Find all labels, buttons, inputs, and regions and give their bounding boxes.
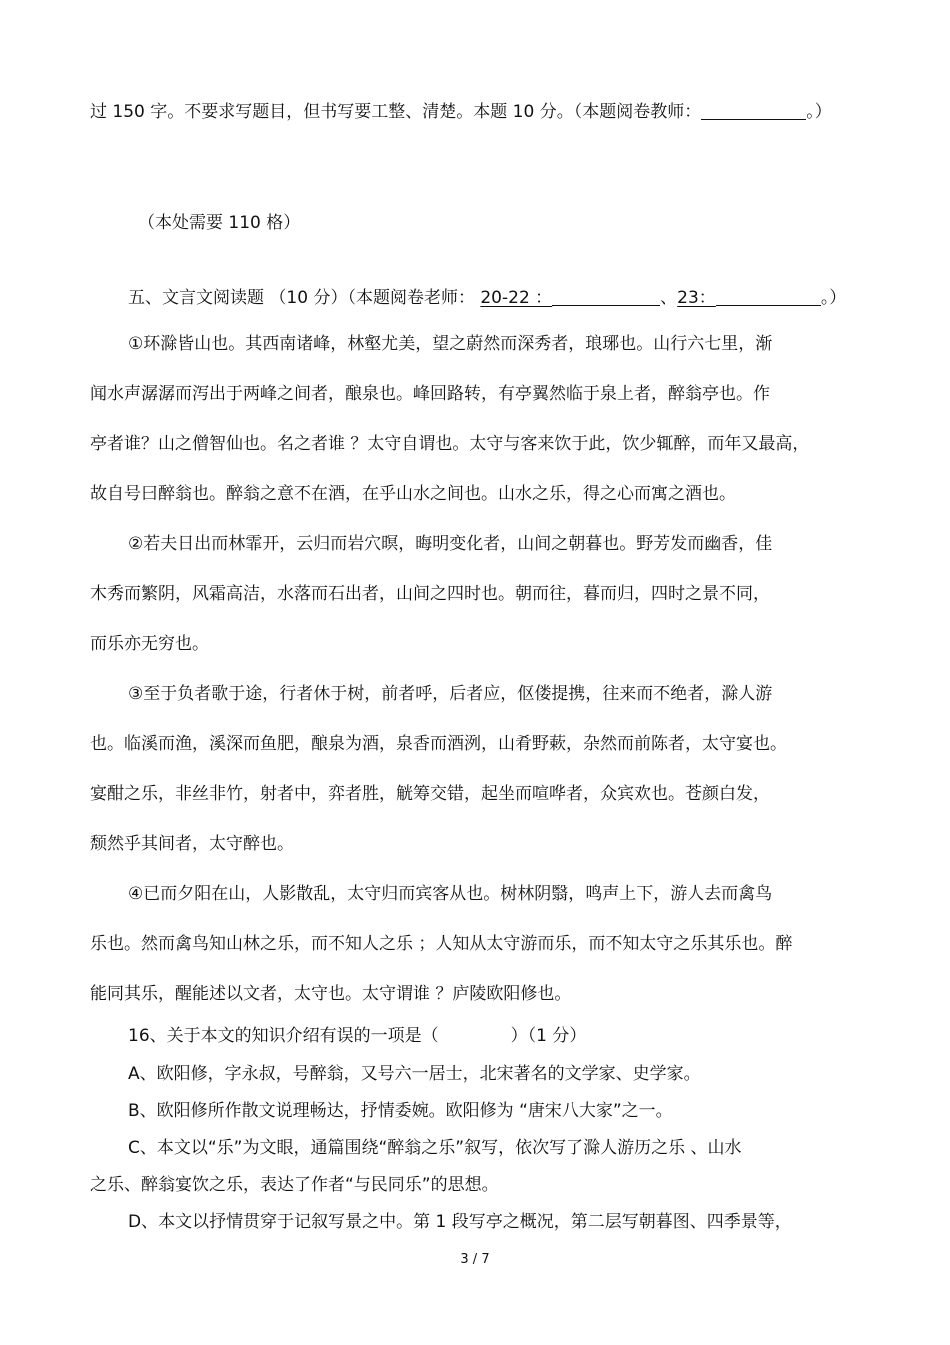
intro-end: 。） <box>806 102 832 122</box>
passage-p4-line-2: 乐也。然而禽鸟知山林之乐，而不知人之乐 ；人知从太守游而乐，而不知太守之乐其乐也。醉 <box>90 934 793 954</box>
section-5-end: 。） <box>820 288 847 308</box>
question-16-text: 16、关于本文的知识介绍有误的一项是（ <box>128 1026 439 1046</box>
grader-blank-23[interactable] <box>716 287 821 306</box>
passage-p1-line-1: ①环滁皆山也。其西南诸峰，林壑尤美，望之蔚然而深秀者，琅琊也。山行六七里，渐 <box>128 334 773 354</box>
passage-p3-line-2: 也。临溪而渔，溪深而鱼肥，酿泉为酒，泉香而酒洌，山肴野蔌，杂然而前陈者，太守宴也。 <box>90 734 787 754</box>
option-c-line-2: 之乐、醉翁宴饮之乐，表达了作者“与民同乐”的思想。 <box>90 1175 499 1195</box>
intro-text: 过 150 字。不要求写题目，但书写要工整、清楚。本题 10 分。（本题阅卷教师： <box>90 102 702 122</box>
range-separator: 、 <box>660 288 678 308</box>
range-20-22: 20-22 ： <box>480 288 553 308</box>
question-16-score: ）（1 分） <box>510 1026 587 1046</box>
passage-p4-line-3: 能同其乐，醒能述以文者，太守也。太守谓谁 ？庐陵欧阳修也。 <box>90 984 572 1004</box>
question-16-stem <box>128 1024 586 1048</box>
range-23: 23： <box>677 288 716 308</box>
passage-p1-line-3: 亭者谁？山之僧智仙也。名之者谁 ？太守自谓也。太守与客来饮于此，饮少辄醉，而年又最高， <box>90 434 810 454</box>
passage-p3-line-4: 颓然乎其间者，太守醉也。 <box>90 834 294 854</box>
passage-p3-line-3: 宴酣之乐，非丝非竹，射者中，弈者胜，觥筹交错，起坐而喧哗者，众宾欢也。苍颜白发， <box>90 784 770 804</box>
section-5-title: 五、文言文阅读题 （10 分）（本题阅卷老师： <box>128 288 475 308</box>
option-d: D、本文以抒情贯穿于记叙写景之中。第 1 段写亭之概况，第二层写朝暮图、四季景等， <box>128 1212 792 1232</box>
section-5-heading <box>128 286 846 310</box>
passage-p1-line-4: 故自号曰醉翁也。醉翁之意不在酒，在乎山水之间也。山水之乐，得之心而寓之酒也。 <box>90 484 736 504</box>
passage-p2-line-1: ②若夫日出而林霏开，云归而岩穴暝，晦明变化者，山间之朝暮也。野芳发而幽香，佳 <box>128 534 773 554</box>
option-b: B、欧阳修所作散文说理畅达，抒情委婉。欧阳修为 “唐宋八大家”之一。 <box>128 1101 673 1121</box>
passage-p4-line-1: ④已而夕阳在山，人影散乱，太守归而宾客从也。树林阴翳，鸣声上下，游人去而禽鸟 <box>128 884 773 904</box>
grader-blank[interactable] <box>701 101 806 120</box>
page-number: 3 / 7 <box>460 1252 490 1267</box>
grid-note: （本处需要 110 格） <box>138 213 301 233</box>
grader-blank-20-22[interactable] <box>552 287 660 306</box>
intro-line-1 <box>90 100 832 124</box>
passage-p2-line-2: 木秀而繁阴，风霜高洁，水落而石出者，山间之四时也。朝而往，暮而归，四时之景不同， <box>90 584 770 604</box>
passage-p3-line-1: ③至于负者歌于途，行者休于树，前者呼，后者应，伛偻提携，往来而不绝者，滁人游 <box>128 684 773 704</box>
passage-p1-line-2: 闻水声潺潺而泻出于两峰之间者，酿泉也。峰回路转，有亭翼然临于泉上者，醉翁亭也。作 <box>90 384 770 404</box>
option-a: A、欧阳修，字永叔，号醉翁，又号六一居士，北宋著名的文学家、史学家。 <box>128 1064 701 1084</box>
option-c-line-1: C、本文以“乐”为文眼，通篇围绕“醉翁之乐”叙写，依次写了滁人游历之乐 、山水 <box>128 1138 742 1158</box>
passage-p2-line-3: 而乐亦无穷也。 <box>90 634 209 654</box>
